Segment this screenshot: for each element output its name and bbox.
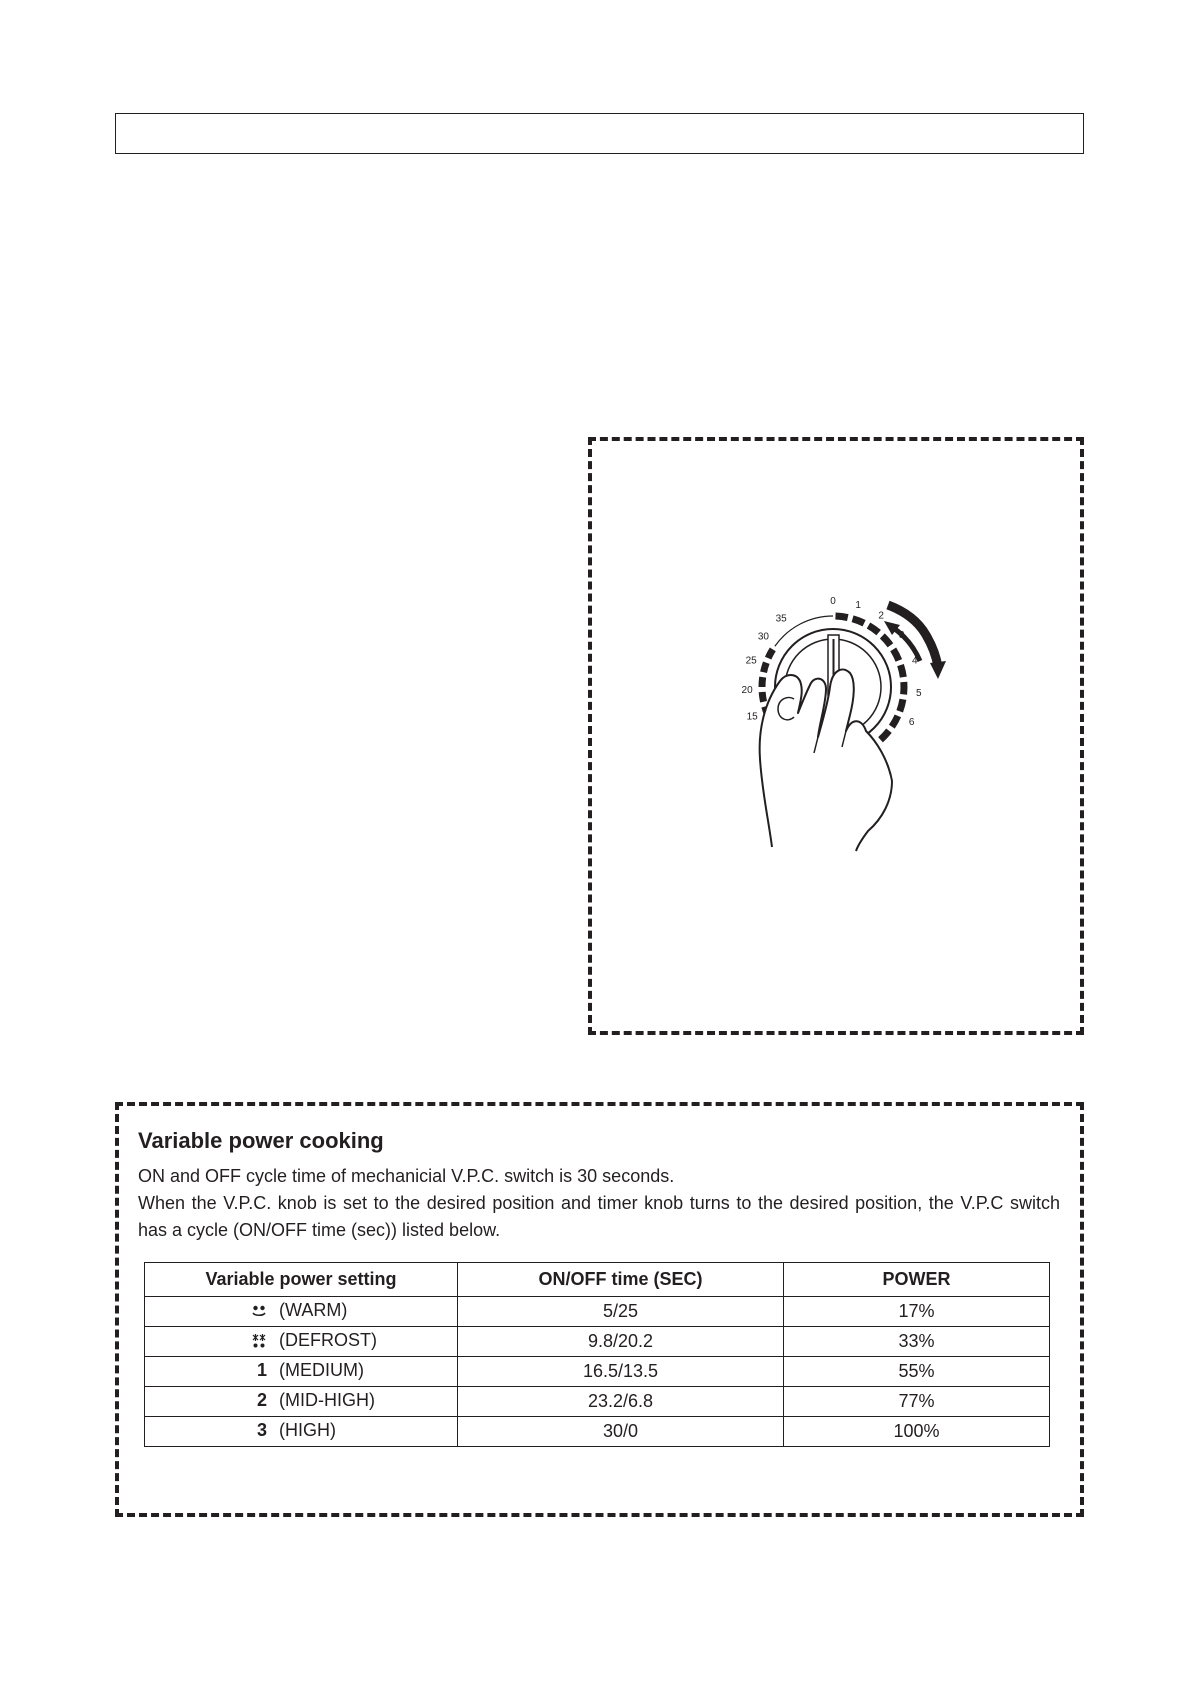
time-cell: 9.8/20.2 — [458, 1327, 784, 1357]
dial-segment — [869, 626, 879, 633]
dial-segment — [881, 731, 889, 740]
table-header-row — [145, 1263, 1050, 1297]
time-cell: 23.2/6.8 — [458, 1387, 784, 1417]
header-power: POWER — [784, 1263, 1050, 1297]
timer-knob-illustration — [592, 441, 1080, 1031]
dial-tick-label: 30 — [757, 631, 769, 643]
dial-segment — [893, 649, 899, 660]
power-cell: 55% — [784, 1357, 1050, 1387]
dial-segment — [768, 649, 773, 658]
dial-tick-label: 2 — [878, 610, 884, 622]
power-cell: 17% — [784, 1297, 1050, 1327]
timer-knob-figure — [588, 437, 1084, 1035]
power-settings-table — [144, 1262, 1050, 1447]
cycle-time-note: ON and OFF cycle time of mechanicial V.P.C. switch is 30 seconds. — [138, 1166, 675, 1186]
dial-tick-label: 20 — [741, 685, 753, 696]
setting-symbol: 1 — [256, 1360, 267, 1380]
dial-tick-label: 1 — [855, 599, 861, 611]
dial-segment — [764, 663, 767, 673]
dial-segment — [882, 636, 890, 645]
power-cell: 33% — [784, 1327, 1050, 1357]
dial-segment — [892, 716, 898, 727]
dial-segment — [762, 677, 763, 687]
table-row — [145, 1327, 1050, 1357]
dial-tick-label: 25 — [745, 655, 757, 667]
header-time: ON/OFF time (SEC) — [458, 1263, 784, 1297]
time-cell: 16.5/13.5 — [458, 1357, 784, 1387]
table-row — [145, 1357, 1050, 1387]
warm-icon — [245, 1300, 267, 1321]
table-row — [145, 1297, 1050, 1327]
time-cell: 30/0 — [458, 1417, 784, 1447]
dial-segment — [901, 665, 904, 677]
setting-cell: 2 (MID-HIGH) — [145, 1387, 458, 1417]
setting-cell: 1 (MEDIUM) — [145, 1357, 458, 1387]
section-title: Variable power cooking — [138, 1128, 384, 1153]
dial-tick-label: 0 — [830, 596, 836, 607]
header-setting: Variable power setting — [145, 1263, 458, 1297]
header-box — [115, 113, 1084, 154]
setting-cell: 3 (HIGH) — [145, 1417, 458, 1447]
table-row — [145, 1387, 1050, 1417]
table-row — [145, 1417, 1050, 1447]
time-cell: 5/25 — [458, 1297, 784, 1327]
setting-cell: (WARM) — [145, 1297, 458, 1327]
dial-segment — [835, 616, 847, 618]
dial-tick-label: 35 — [775, 613, 787, 625]
power-cell: 77% — [784, 1387, 1050, 1417]
setting-cell: (DEFROST) — [145, 1327, 458, 1357]
variable-power-cooking-section — [115, 1102, 1084, 1517]
dial-segment — [762, 692, 763, 702]
clockwise-arrow-icon — [884, 605, 946, 679]
setting-symbol: 3 — [256, 1420, 267, 1440]
dial-tick-label: 15 — [746, 711, 758, 723]
dial-segment — [853, 619, 865, 623]
power-cell: 100% — [784, 1417, 1050, 1447]
dial-tick-label: 3 — [898, 630, 905, 642]
dial-segment — [900, 699, 903, 711]
defrost-icon — [245, 1330, 267, 1351]
dial-tick-label: 5 — [916, 688, 922, 699]
dial-tick-label: 4 — [912, 655, 918, 667]
cycle-description: When the V.P.C. knob is set to the desired position and timer knob turns to the desired position, the V.P.C switch has a cycle (ON/OFF time (sec)) listed below. — [138, 1193, 1060, 1240]
setting-symbol: 2 — [256, 1390, 267, 1410]
dial-tick-label: 6 — [908, 717, 915, 728]
